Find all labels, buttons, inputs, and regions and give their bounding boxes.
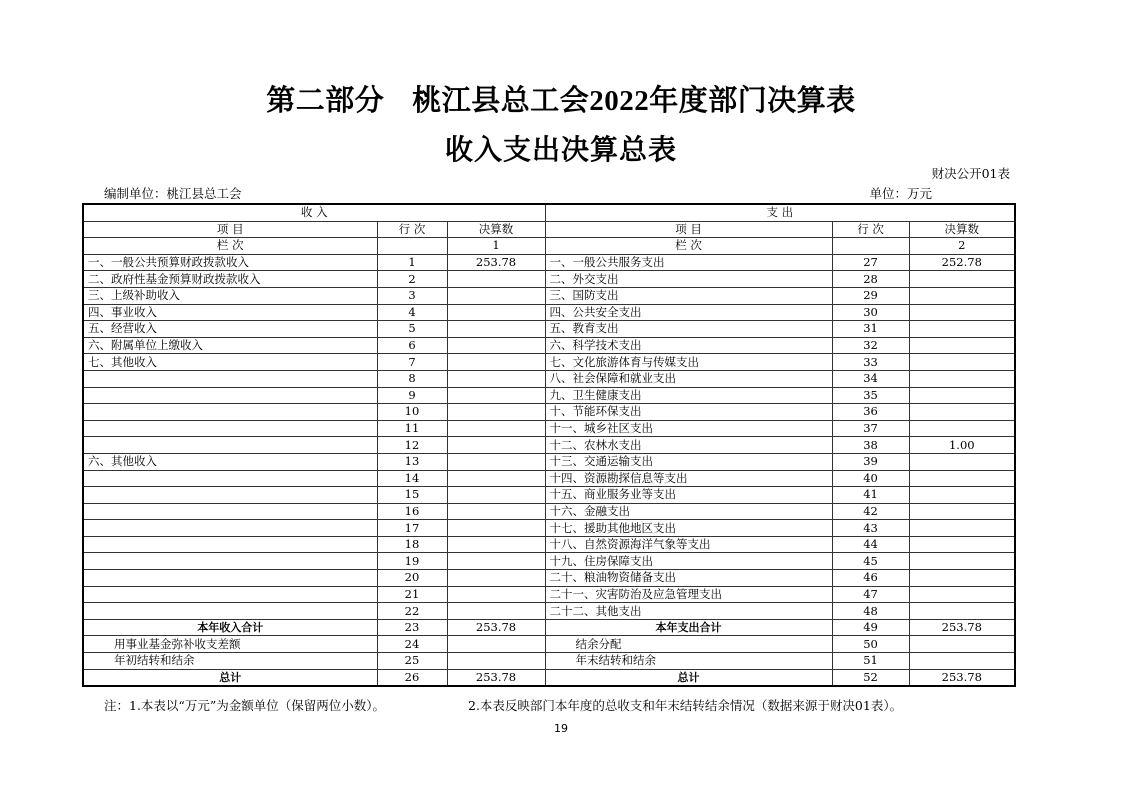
expense-item: 九、卫生健康支出 — [545, 387, 832, 404]
expense-amount — [909, 653, 1015, 670]
summary-row — [83, 636, 1015, 653]
expense-item: 十二、农林水支出 — [545, 437, 832, 454]
table-row — [83, 287, 1015, 304]
expense-item: 一、一般公共服务支出 — [545, 254, 832, 271]
income-item: 一、一般公共预算财政拨款收入 — [83, 254, 377, 271]
table-row — [83, 337, 1015, 354]
income-row-no: 5 — [377, 321, 447, 338]
income-row-no-header: 行 次 — [377, 221, 447, 238]
income-item — [83, 586, 377, 603]
column-header-row — [83, 221, 1015, 238]
table-row — [83, 536, 1015, 553]
expense-amount: 253.78 — [909, 619, 1015, 636]
income-amount — [447, 470, 545, 487]
expense-row-no: 30 — [832, 304, 909, 321]
expense-lanci-empty — [832, 238, 909, 255]
expense-amount — [909, 636, 1015, 653]
expense-row-no: 46 — [832, 570, 909, 587]
expense-amount — [909, 354, 1015, 371]
income-amount — [447, 570, 545, 587]
expense-summary-item: 总计 — [545, 669, 832, 686]
page-title — [0, 78, 1122, 119]
expense-amount: 1.00 — [909, 437, 1015, 454]
income-item: 五、经营收入 — [83, 321, 377, 338]
income-item — [83, 404, 377, 421]
expense-row-no: 41 — [832, 487, 909, 504]
expense-row-no: 28 — [832, 271, 909, 288]
income-amount — [447, 603, 545, 620]
income-amount — [447, 503, 545, 520]
income-amount — [447, 354, 545, 371]
expense-amount — [909, 553, 1015, 570]
income-item: 二、政府性基金预算财政拨款收入 — [83, 271, 377, 288]
expense-column-number: 2 — [909, 238, 1015, 255]
expense-item: 二十一、灾害防治及应急管理支出 — [545, 586, 832, 603]
expense-item: 二、外交支出 — [545, 271, 832, 288]
income-item: 六、其他收入 — [83, 453, 377, 470]
income-amount — [447, 420, 545, 437]
expense-item: 十一、城乡社区支出 — [545, 420, 832, 437]
income-summary-item: 用事业基金弥补收支差额 — [83, 636, 377, 653]
table-row — [83, 387, 1015, 404]
page-number: 19 — [554, 722, 568, 735]
income-row-no: 4 — [377, 304, 447, 321]
expense-row-no: 34 — [832, 370, 909, 387]
income-item — [83, 520, 377, 537]
income-item-header: 项 目 — [83, 221, 377, 238]
income-item — [83, 470, 377, 487]
table-row — [83, 487, 1015, 504]
income-item — [83, 503, 377, 520]
expense-row-no: 31 — [832, 321, 909, 338]
column-number-row — [83, 238, 1015, 255]
expense-amount — [909, 487, 1015, 504]
income-row-no: 22 — [377, 603, 447, 620]
income-amount — [447, 653, 545, 670]
expense-row-no: 29 — [832, 287, 909, 304]
expense-header: 支 出 — [545, 204, 1015, 221]
income-row-no: 13 — [377, 453, 447, 470]
expense-item: 四、公共安全支出 — [545, 304, 832, 321]
income-amount — [447, 553, 545, 570]
expense-item: 十八、自然资源海洋气象等支出 — [545, 536, 832, 553]
table-row — [83, 420, 1015, 437]
expense-row-no: 52 — [832, 669, 909, 686]
income-row-no: 9 — [377, 387, 447, 404]
income-amount — [447, 487, 545, 504]
income-amount — [447, 337, 545, 354]
expense-row-no: 27 — [832, 254, 909, 271]
income-row-no: 21 — [377, 586, 447, 603]
expense-row-no: 39 — [832, 453, 909, 470]
income-row-no: 20 — [377, 570, 447, 587]
expense-row-no: 36 — [832, 404, 909, 421]
expense-item: 十六、金融支出 — [545, 503, 832, 520]
expense-amount — [909, 287, 1015, 304]
compiling-unit: 编制单位：桃江县总工会 — [104, 186, 242, 201]
expense-amount — [909, 404, 1015, 421]
expense-item: 八、社会保障和就业支出 — [545, 370, 832, 387]
expense-amount — [909, 304, 1015, 321]
income-item — [83, 487, 377, 504]
income-amount — [447, 453, 545, 470]
table-row — [83, 453, 1015, 470]
income-amount — [447, 636, 545, 653]
income-row-no: 25 — [377, 653, 447, 670]
income-column-number: 1 — [447, 238, 545, 255]
expense-row-no: 49 — [832, 619, 909, 636]
expense-amount: 253.78 — [909, 669, 1015, 686]
expense-amount — [909, 370, 1015, 387]
income-amount — [447, 520, 545, 537]
title-main: 桃江县总工会2022年度部门决算表 — [412, 85, 856, 117]
expense-row-no: 43 — [832, 520, 909, 537]
table-row — [83, 370, 1015, 387]
expense-row-no: 45 — [832, 553, 909, 570]
income-amount — [447, 287, 545, 304]
income-item — [83, 437, 377, 454]
expense-amount — [909, 570, 1015, 587]
income-amount — [447, 586, 545, 603]
income-item — [83, 536, 377, 553]
summary-row — [83, 669, 1015, 686]
table-row — [83, 553, 1015, 570]
income-item — [83, 603, 377, 620]
expense-item-header: 项 目 — [545, 221, 832, 238]
income-lanci-label: 栏 次 — [83, 238, 377, 255]
expense-amount — [909, 321, 1015, 338]
income-row-no: 2 — [377, 271, 447, 288]
section-header-row — [83, 204, 1015, 221]
expense-lanci-label: 栏 次 — [545, 238, 832, 255]
income-row-no: 15 — [377, 487, 447, 504]
expense-row-no: 40 — [832, 470, 909, 487]
expense-item: 七、文化旅游体育与传媒支出 — [545, 354, 832, 371]
table-row — [83, 470, 1015, 487]
expense-item: 十三、交通运输支出 — [545, 453, 832, 470]
table-row — [83, 437, 1015, 454]
income-amount — [447, 271, 545, 288]
expense-item: 六、科学技术支出 — [545, 337, 832, 354]
income-amount — [447, 536, 545, 553]
table-row — [83, 570, 1015, 587]
income-amount-header: 决算数 — [447, 221, 545, 238]
expense-row-no: 42 — [832, 503, 909, 520]
income-row-no: 11 — [377, 420, 447, 437]
expense-row-no: 47 — [832, 586, 909, 603]
table-row — [83, 304, 1015, 321]
income-row-no: 24 — [377, 636, 447, 653]
expense-row-no: 44 — [832, 536, 909, 553]
expense-item: 十四、资源勘探信息等支出 — [545, 470, 832, 487]
expense-row-no-header: 行 次 — [832, 221, 909, 238]
table-row — [83, 271, 1015, 288]
expense-amount — [909, 503, 1015, 520]
expense-item: 二十、粮油物资储备支出 — [545, 570, 832, 587]
expense-row-no: 50 — [832, 636, 909, 653]
expense-amount-header: 决算数 — [909, 221, 1015, 238]
income-amount — [447, 304, 545, 321]
income-row-no: 26 — [377, 669, 447, 686]
expense-row-no: 37 — [832, 420, 909, 437]
expense-amount — [909, 470, 1015, 487]
income-row-no: 17 — [377, 520, 447, 537]
income-row-no: 23 — [377, 619, 447, 636]
summary-row — [83, 619, 1015, 636]
table-row — [83, 520, 1015, 537]
income-row-no: 10 — [377, 404, 447, 421]
expense-row-no: 35 — [832, 387, 909, 404]
income-item — [83, 387, 377, 404]
expense-summary-item: 本年支出合计 — [545, 619, 832, 636]
table-row — [83, 586, 1015, 603]
income-item: 三、上级补助收入 — [83, 287, 377, 304]
expense-item: 十九、住房保障支出 — [545, 553, 832, 570]
footnote-1: 注：1.本表以“万元”为金额单位（保留两位小数）。 — [104, 698, 385, 713]
income-row-no: 18 — [377, 536, 447, 553]
income-amount — [447, 370, 545, 387]
expense-amount: 252.78 — [909, 254, 1015, 271]
expense-item: 十、节能环保支出 — [545, 404, 832, 421]
expense-item: 十五、商业服务业等支出 — [545, 487, 832, 504]
expense-row-no: 38 — [832, 437, 909, 454]
income-summary-item: 总计 — [83, 669, 377, 686]
expense-amount — [909, 586, 1015, 603]
income-expense-table — [82, 203, 1016, 687]
title-part: 第二部分 — [266, 85, 385, 117]
summary-row — [83, 653, 1015, 670]
currency-unit: 单位：万元 — [869, 186, 932, 201]
income-row-no: 8 — [377, 370, 447, 387]
income-row-no: 19 — [377, 553, 447, 570]
income-row-no: 7 — [377, 354, 447, 371]
income-item — [83, 553, 377, 570]
income-row-no: 6 — [377, 337, 447, 354]
expense-amount — [909, 603, 1015, 620]
income-amount — [447, 404, 545, 421]
income-row-no: 3 — [377, 287, 447, 304]
income-amount: 253.78 — [447, 254, 545, 271]
expense-row-no: 48 — [832, 603, 909, 620]
expense-item: 三、国防支出 — [545, 287, 832, 304]
table-subtitle: 收入支出决算总表 — [444, 133, 677, 166]
income-item — [83, 570, 377, 587]
expense-summary-item: 年末结转和结余 — [545, 653, 832, 670]
income-item — [83, 420, 377, 437]
table-row — [83, 603, 1015, 620]
table-row — [83, 254, 1015, 271]
expense-amount — [909, 337, 1015, 354]
income-summary-item: 年初结转和结余 — [83, 653, 377, 670]
income-row-no: 16 — [377, 503, 447, 520]
expense-item: 十七、援助其他地区支出 — [545, 520, 832, 537]
table-row — [83, 321, 1015, 338]
expense-amount — [909, 453, 1015, 470]
income-amount — [447, 321, 545, 338]
expense-row-no: 32 — [832, 337, 909, 354]
expense-amount — [909, 271, 1015, 288]
income-row-no: 1 — [377, 254, 447, 271]
income-item: 六、附属单位上缴收入 — [83, 337, 377, 354]
expense-row-no: 33 — [832, 354, 909, 371]
income-item: 四、事业收入 — [83, 304, 377, 321]
income-amount: 253.78 — [447, 619, 545, 636]
income-amount — [447, 387, 545, 404]
form-number: 财决公开01表 — [931, 166, 1010, 181]
income-lanci-empty — [377, 238, 447, 255]
income-summary-item: 本年收入合计 — [83, 619, 377, 636]
expense-row-no: 51 — [832, 653, 909, 670]
footnote-2: 2.本表反映部门本年度的总收支和年末结转结余情况（数据来源于财决01表）。 — [468, 698, 903, 713]
table-row — [83, 354, 1015, 371]
income-row-no: 14 — [377, 470, 447, 487]
income-item — [83, 370, 377, 387]
income-header: 收 入 — [83, 204, 545, 221]
expense-amount — [909, 387, 1015, 404]
table-row — [83, 503, 1015, 520]
income-amount — [447, 437, 545, 454]
expense-summary-item: 结余分配 — [545, 636, 832, 653]
expense-amount — [909, 536, 1015, 553]
income-amount: 253.78 — [447, 669, 545, 686]
expense-amount — [909, 520, 1015, 537]
expense-amount — [909, 420, 1015, 437]
income-item: 七、其他收入 — [83, 354, 377, 371]
expense-item: 二十二、其他支出 — [545, 603, 832, 620]
expense-item: 五、教育支出 — [545, 321, 832, 338]
table-row — [83, 404, 1015, 421]
income-row-no: 12 — [377, 437, 447, 454]
